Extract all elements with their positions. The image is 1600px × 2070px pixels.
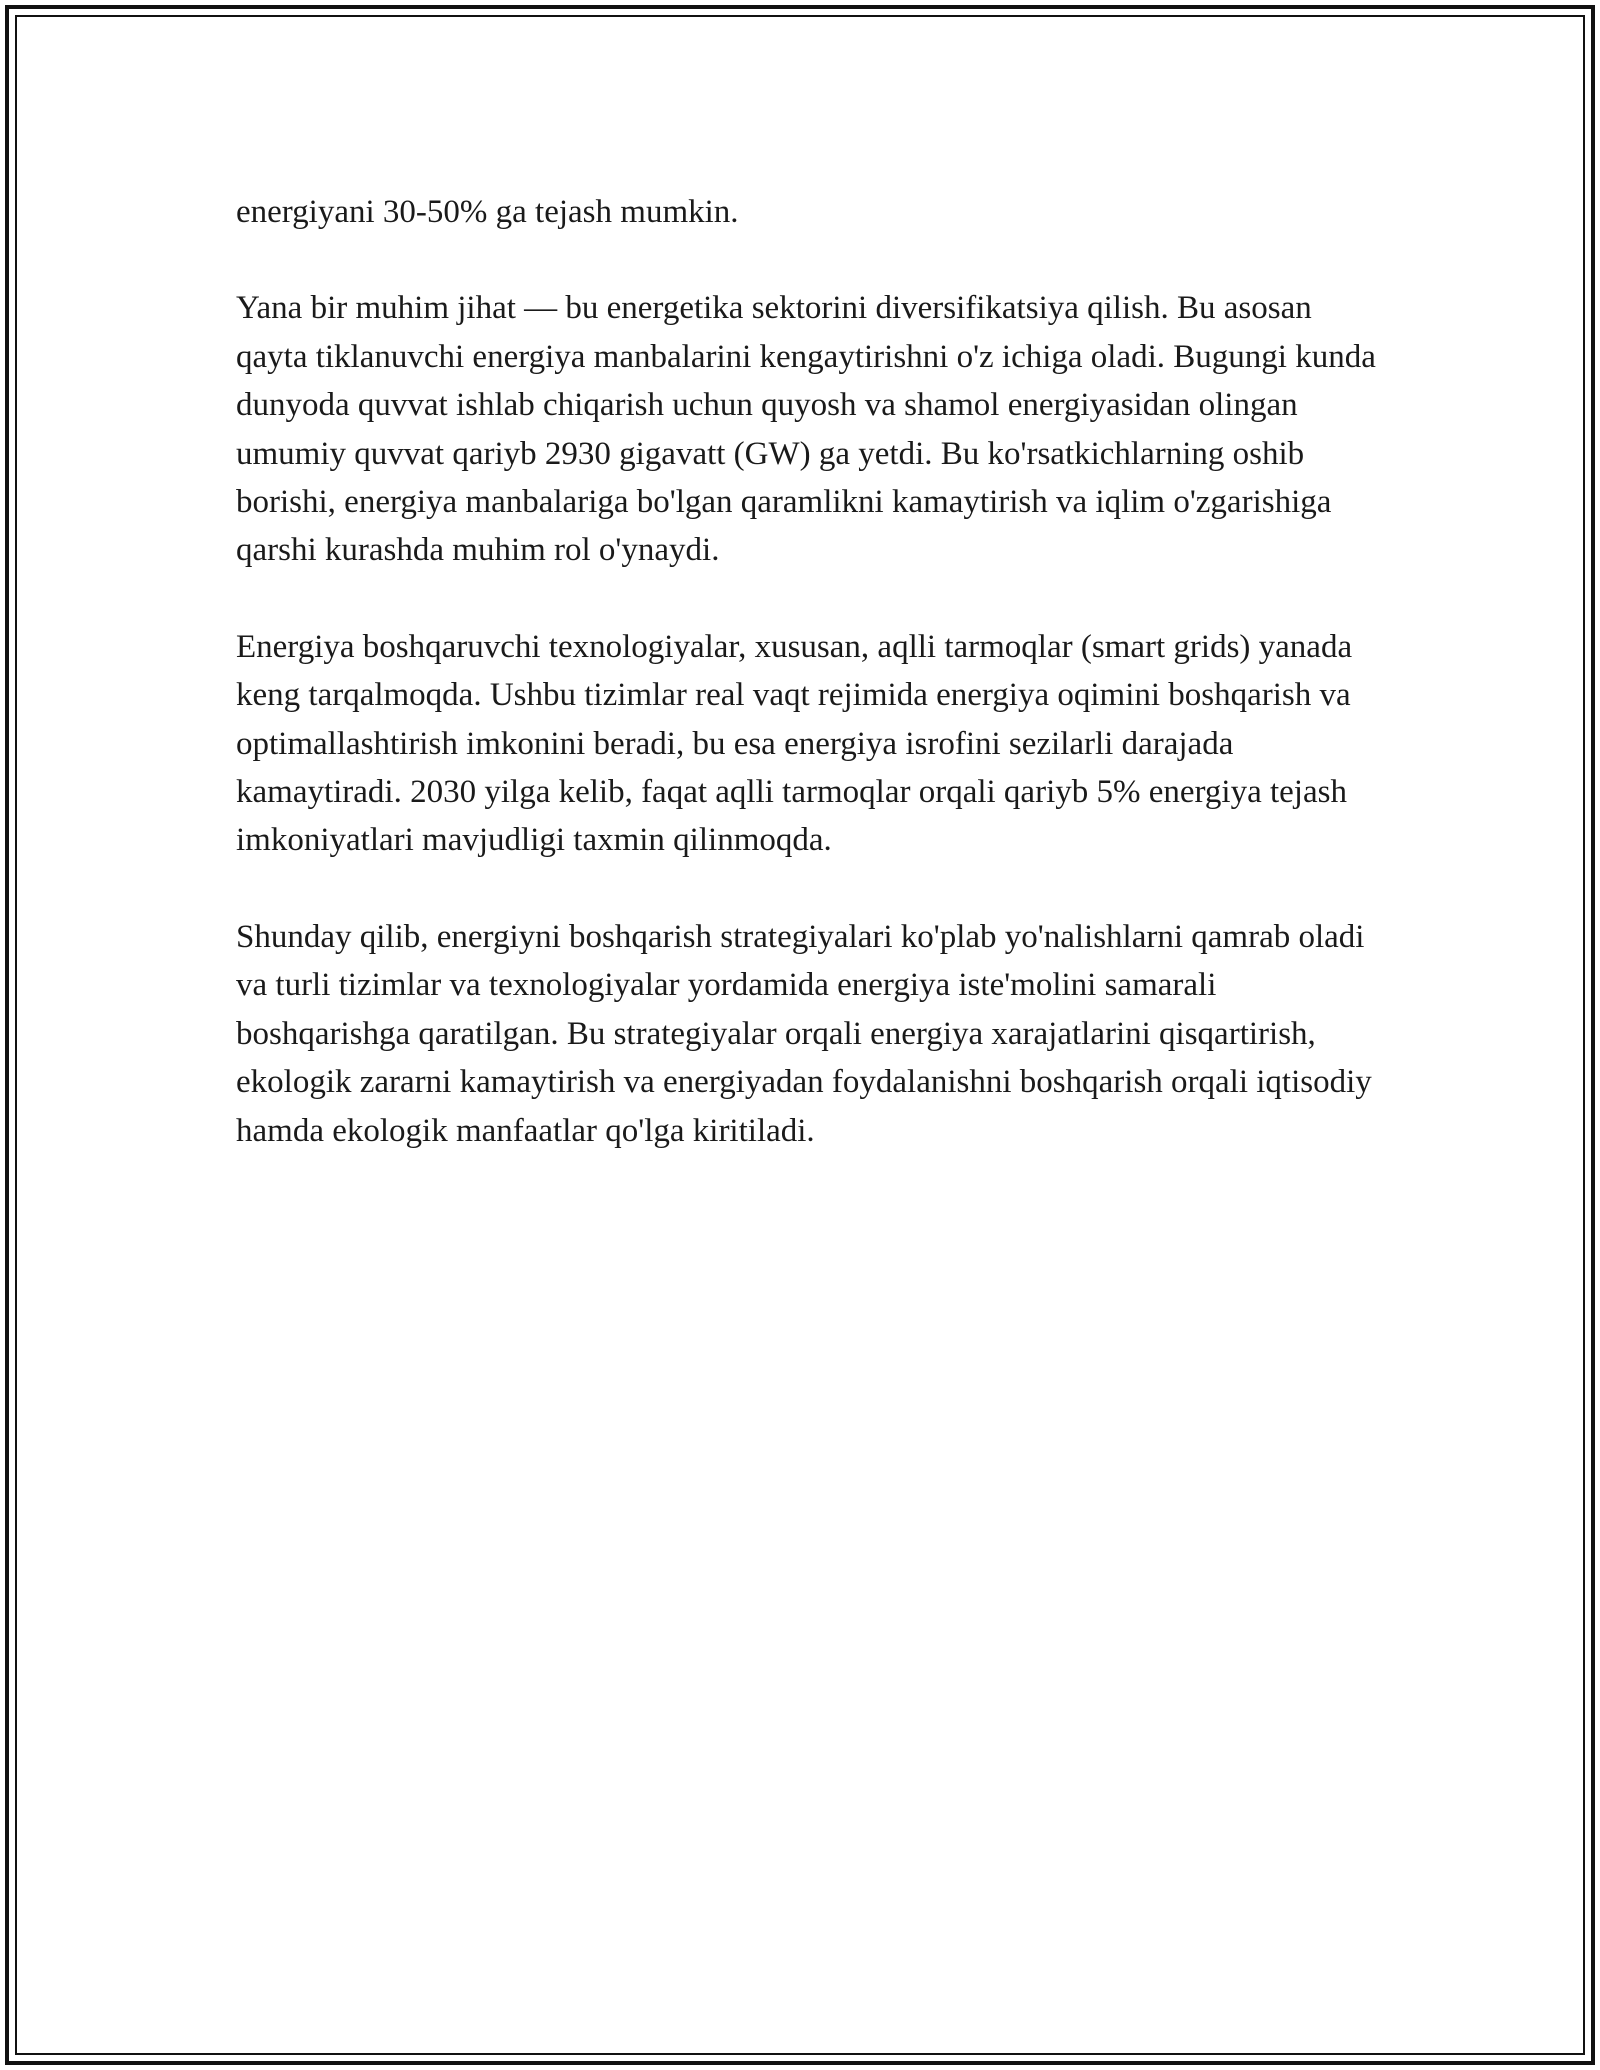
paragraph-diversification: Yana bir muhim jihat — bu energetika sektorini diversifikatsiya qilish. Bu asosan qayta tiklanuvchi energiya manbalarini kengaytirishni o'z ichiga oladi. Bugungi kunda dunyoda quvvat ishlab chiqarish uchun quyosh va shamol energiyasidan olingan umumiy quvvat qariyb 2930 gigavatt (GW) ga yetdi. Bu ko'rsatkichlarning oshib borishi, energiya manbalariga bo'lgan qaramlikni kamaytirish va iqlim o'zgarishiga qarshi kurashda muhim rol o'ynaydi. (236, 290, 1376, 569)
document-body (236, 188, 1376, 1203)
paragraph-continuation: energiyani 30-50% ga tejash mumkin. (236, 194, 739, 230)
paragraph-smart-grids: Energiya boshqaruvchi texnologiyalar, xususan, aqlli tarmoqlar (smart grids) yanada keng tarqalmoqda. Ushbu tizimlar real vaqt rejimida energiya oqimini boshqarish va optimallashtirish imkonini beradi, bu esa energiya isrofini sezilarli darajada kamaytiradi. 2030 yilga kelib, faqat aqlli tarmoqlar orqali qariyb 5% energiya tejash imkoniyatlari mavjudligi taxmin qilinmoqda. (236, 628, 1353, 859)
paragraph-conclusion: Shunday qilib, energiyni boshqarish strategiyalari ko'plab yo'nalishlarni qamrab oladi va turli tizimlar va texnologiyalar yordamida energiya iste'molini samarali boshqarishga qaratilgan. Bu strategiyalar orqali energiya xarajatlarini qisqartirish, ekologik zararni kamaytirish va energiyadan foydalanishni boshqarish orqali iqtisodiy hamda ekologik manfaatlar qo'lga kiritiladi. (236, 918, 1372, 1149)
